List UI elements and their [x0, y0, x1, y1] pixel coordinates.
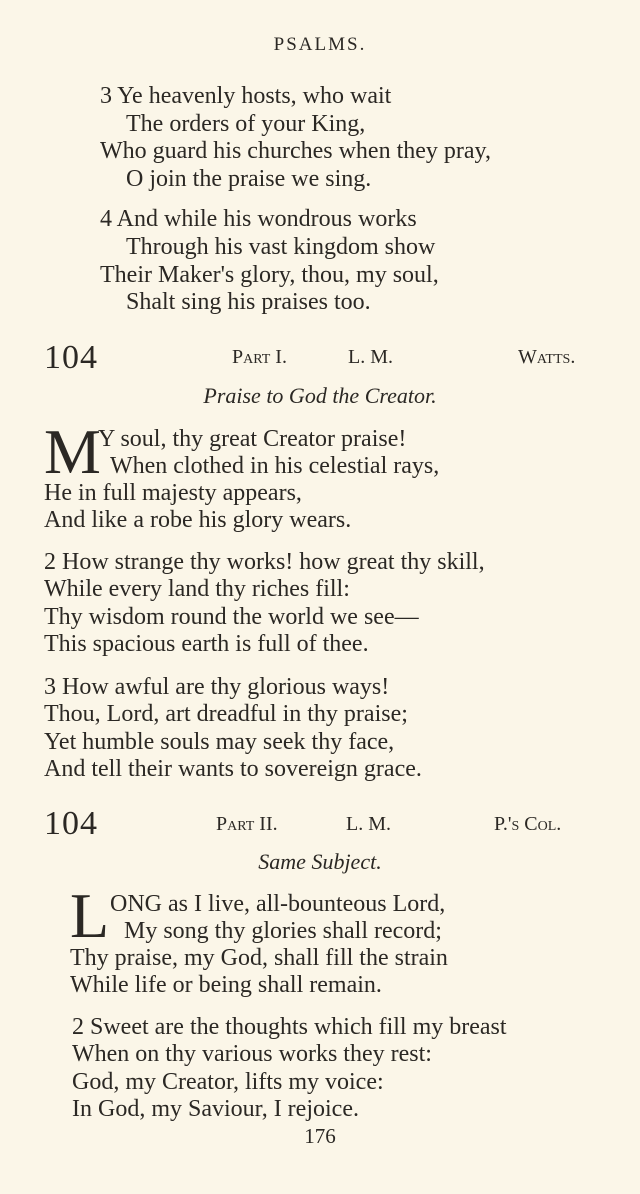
hymn-author: P.'s Col.: [494, 813, 562, 835]
hymn-meter: L. M.: [346, 813, 391, 835]
hymn-number: 104: [44, 805, 98, 842]
drop-cap: M: [44, 416, 101, 487]
verse-line: While every land thy riches fill:: [44, 576, 350, 602]
verse-line: 2 How strange thy works! how great thy skill,: [44, 549, 485, 575]
verse-line: Their Maker's glory, thou, my soul,: [100, 262, 439, 288]
verse-line: Shalt sing his praises too.: [126, 289, 371, 315]
verse-line: 3 How awful are thy glorious ways!: [44, 674, 390, 700]
verse-line: God, my Creator, lifts my voice:: [72, 1069, 384, 1095]
verse-line: ONG as I live, all-bounteous Lord,: [110, 891, 446, 917]
hymn-subtitle: Same Subject.: [258, 849, 382, 874]
hymn-part: Part II.: [216, 813, 278, 835]
running-header: PSALMS.: [273, 34, 367, 55]
verse-line: Through his vast kingdom show: [126, 234, 436, 260]
verse-line: Yet humble souls may seek thy face,: [44, 729, 395, 755]
verse-line: When on thy various works they rest:: [72, 1041, 432, 1067]
verse-line: 3 Ye heavenly hosts, who wait: [100, 83, 392, 109]
verse-line: He in full majesty appears,: [44, 480, 302, 506]
verse-line: Thy praise, my God, shall fill the strain: [70, 945, 448, 971]
page-number: 176: [304, 1124, 336, 1148]
verse-line: And like a robe his glory wears.: [44, 507, 352, 533]
verse-line: 4 And while his wondrous works: [100, 206, 417, 232]
verse-line: In God, my Saviour, I rejoice.: [72, 1096, 359, 1122]
verse-line: When clothed in his celestial rays,: [110, 453, 440, 479]
hymn-author: Watts.: [518, 346, 576, 368]
verse-line: Y soul, thy great Creator praise!: [98, 426, 407, 452]
verse-line: The orders of your King,: [126, 111, 366, 137]
verse-line: My song thy glories shall record;: [124, 918, 442, 944]
hymn-subtitle: Praise to God the Creator.: [203, 383, 437, 408]
verse-line: 2 Sweet are the thoughts which fill my breast: [72, 1014, 507, 1040]
verse-line: While life or being shall remain.: [70, 972, 382, 998]
verse-line: Thou, Lord, art dreadful in thy praise;: [44, 701, 408, 727]
verse-line: Thy wisdom round the world we see—: [44, 604, 419, 630]
verse-line: O join the praise we sing.: [126, 166, 372, 192]
hymn-meter: L. M.: [348, 346, 393, 368]
verse-line: And tell their wants to sovereign grace.: [44, 756, 422, 782]
verse-line: This spacious earth is full of thee.: [44, 631, 369, 657]
drop-cap: L: [70, 880, 110, 951]
hymn-part: Part I.: [232, 346, 287, 368]
verse-line: Who guard his churches when they pray,: [100, 138, 491, 164]
hymn-number: 104: [44, 339, 98, 376]
